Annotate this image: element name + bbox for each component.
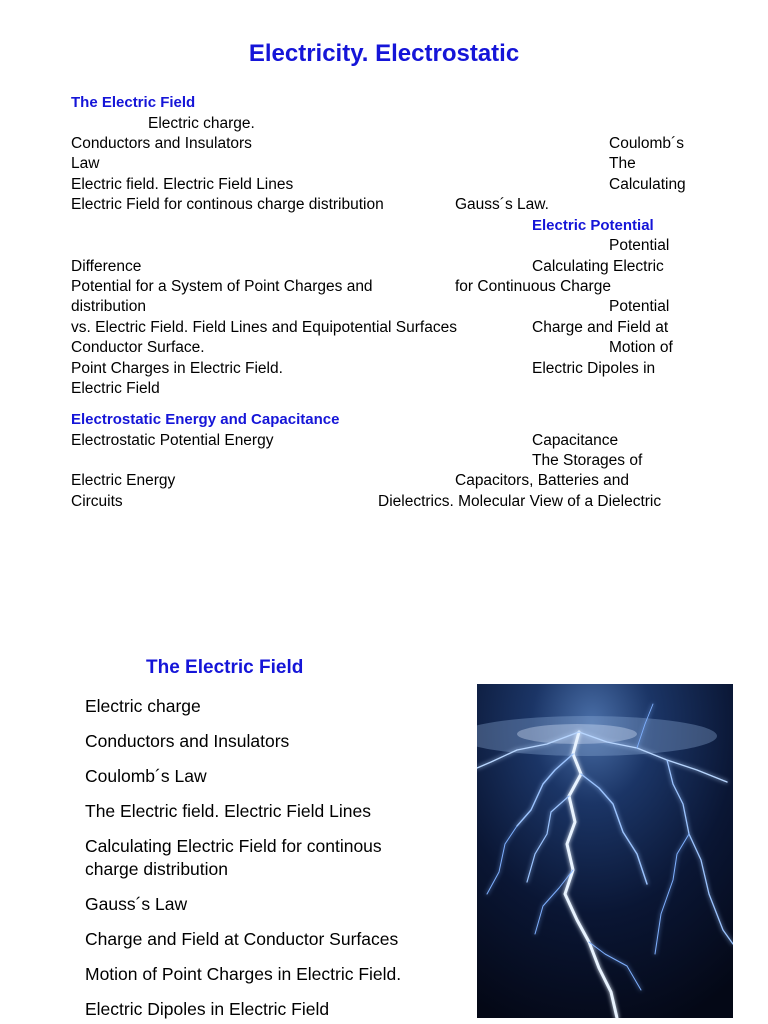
overview-line: Electrostatic Potential Energy xyxy=(71,432,274,449)
slide-list-item: Electric Dipoles in Electric Field xyxy=(85,999,330,1019)
slide-list-item: Gauss´s Law xyxy=(85,894,188,914)
overview-line: Electric Field xyxy=(71,380,160,397)
overview-line: Gauss´s Law. xyxy=(455,196,549,213)
lightning-photo xyxy=(477,684,733,1018)
section-heading-electric-field: The Electric Field xyxy=(71,94,196,111)
overview-line: vs. Electric Field. Field Lines and Equipotential Surfaces xyxy=(71,319,457,336)
overview-line: Capacitors, Batteries and xyxy=(455,472,630,489)
overview-line: Potential xyxy=(609,298,670,315)
page-title: Electricity. Electrostatic xyxy=(248,40,520,67)
overview-line: Calculating xyxy=(609,176,686,193)
section-heading-energy-capacitance: Electrostatic Energy and Capacitance xyxy=(71,411,340,428)
overview-line: distribution xyxy=(71,298,146,315)
overview-line: Potential for a System of Point Charges and xyxy=(71,278,373,295)
slide-list-item: Conductors and Insulators xyxy=(85,731,290,751)
overview-line: Conductor Surface. xyxy=(71,339,205,356)
overview-line: The xyxy=(609,155,636,172)
overview-line: Motion of xyxy=(609,339,673,356)
section-heading-electric-potential: Electric Potential xyxy=(532,217,654,234)
overview-line: Coulomb´s xyxy=(609,135,684,152)
overview-line: Electric Dipoles in xyxy=(532,360,656,377)
overview-line: Electric Energy xyxy=(71,472,176,489)
overview-line: Potential xyxy=(609,237,670,254)
overview-line: Difference xyxy=(71,258,142,275)
overview-line: Electric Field for continous charge distribution xyxy=(71,196,384,213)
slide-list-item: Charge and Field at Conductor Surfaces xyxy=(85,929,399,949)
slide-list-item: Motion of Point Charges in Electric Field. xyxy=(85,964,402,984)
overview-line: Capacitance xyxy=(532,432,619,449)
slide-list-item: Coulomb´s Law xyxy=(85,766,207,786)
overview-line: The Storages of xyxy=(532,452,643,469)
slide-list-item: The Electric field. Electric Field Lines xyxy=(85,801,371,821)
overview-line: Circuits xyxy=(71,493,123,510)
overview-line: Charge and Field at xyxy=(532,319,669,336)
overview-line: for Continuous Charge xyxy=(455,278,611,295)
overview-line: Calculating Electric xyxy=(532,258,664,275)
overview-line: Conductors and Insulators xyxy=(71,135,252,152)
overview-line: Electric field. Electric Field Lines xyxy=(71,176,294,193)
overview-line: Point Charges in Electric Field. xyxy=(71,360,283,377)
slide-heading: The Electric Field xyxy=(146,657,304,678)
overview-line: Law xyxy=(71,155,100,172)
overview-line: Electric charge. xyxy=(148,115,255,132)
slide-list-item: Calculating Electric Field for continous charge distribution xyxy=(85,836,382,879)
overview-line: Dielectrics. Molecular View of a Dielectric xyxy=(378,493,662,510)
slide-list-item: Electric charge xyxy=(85,696,201,716)
